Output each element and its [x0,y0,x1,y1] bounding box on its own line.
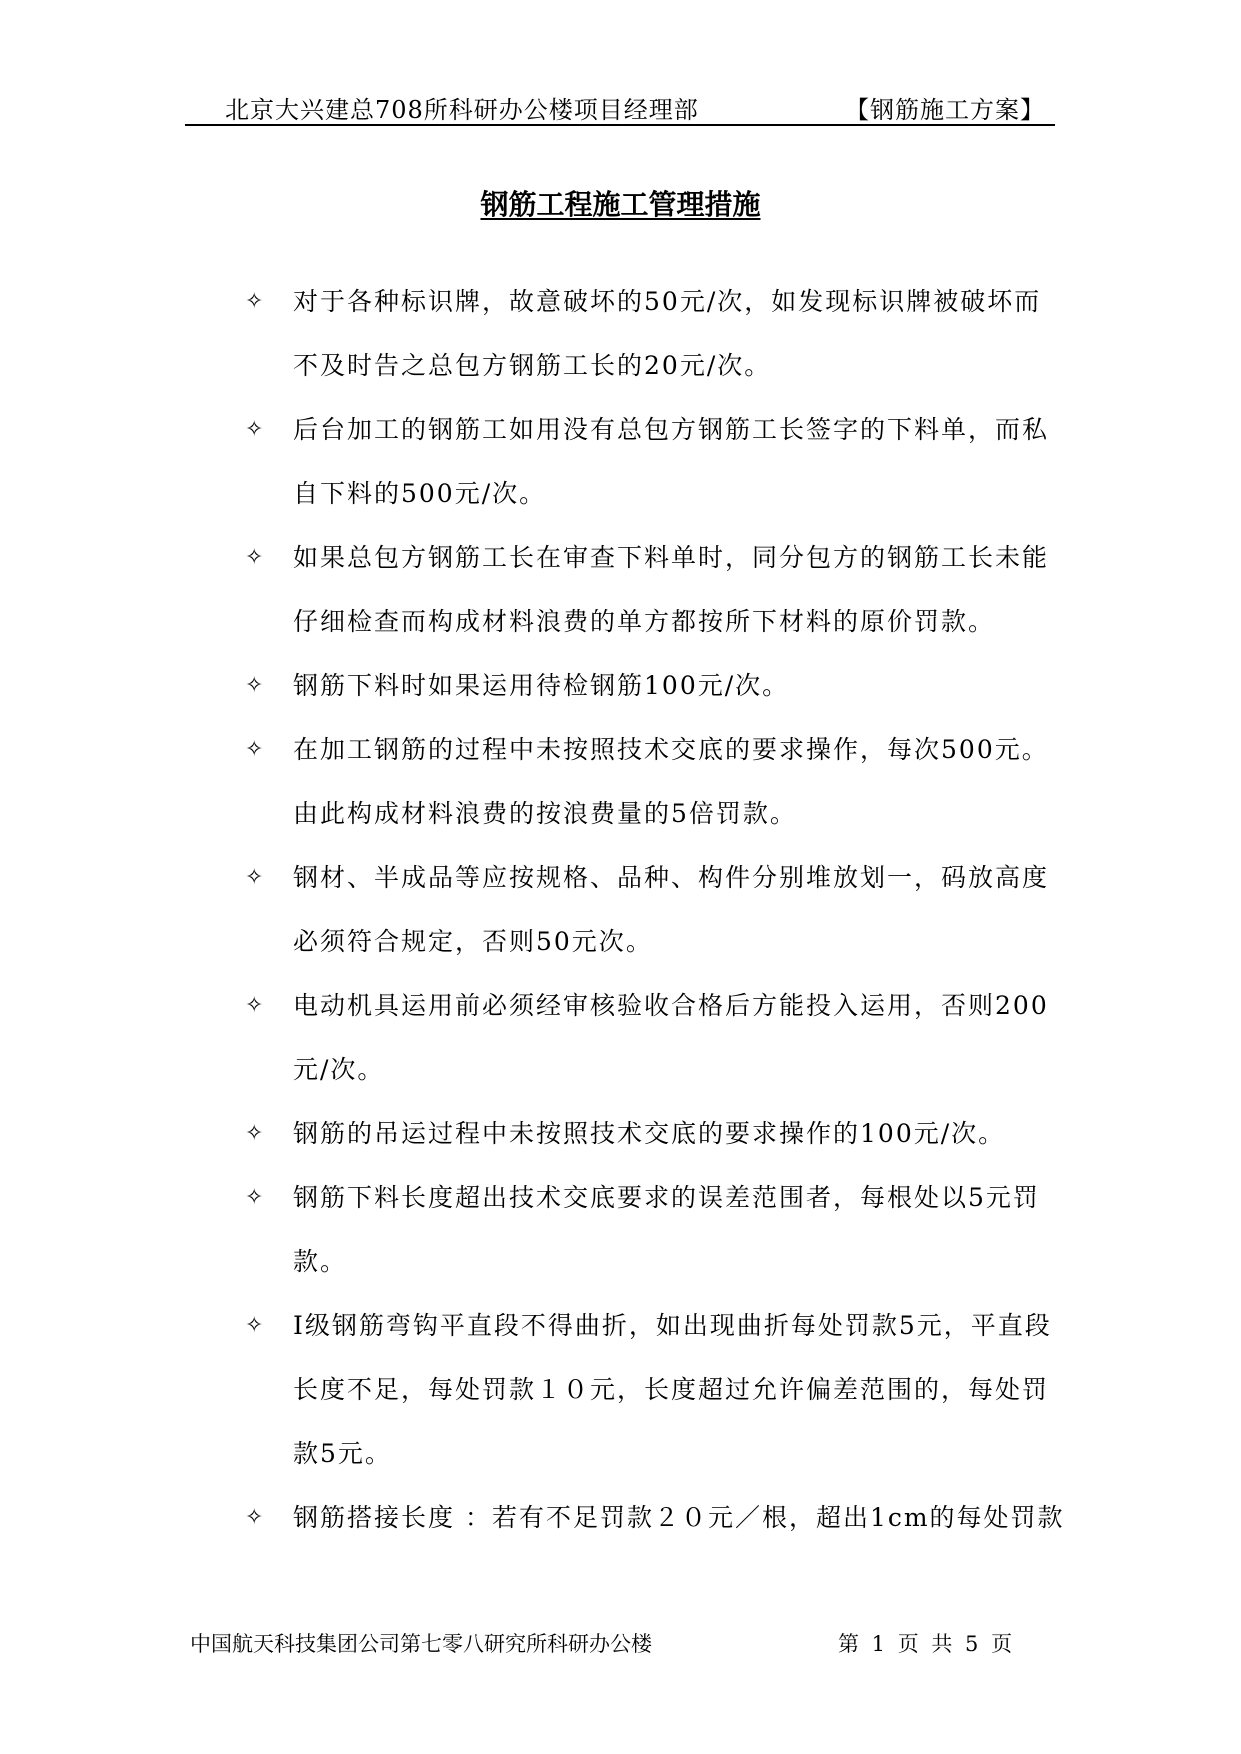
list-item [245,846,1065,974]
diamond-bullet-icon: ✧ [245,865,264,890]
header-project-name: 北京大兴建总708所科研办公楼项目经理部 [225,96,699,124]
page-title-text: 钢筋工程施工管理措施 [480,188,761,221]
diamond-bullet-icon: ✧ [245,1121,264,1146]
page-number: 第 1 页 共 5 页 [838,1632,1016,1656]
footer-organization: 中国航天科技集团公司第七零八研究所科研办公楼 [190,1632,652,1656]
diamond-bullet-icon: ✧ [245,993,264,1018]
list-item-text: 钢筋的吊运过程中未按照技术交底的要求操作的100元/次。 [293,1119,1006,1148]
diamond-bullet-icon: ✧ [245,289,264,314]
page-footer [190,1628,1050,1660]
list-item [245,654,1065,718]
list-item [245,270,1065,398]
list-item-text: 电动机具运用前必须经审核验收合格后方能投入运用，否则200元/次。 [293,991,1049,1084]
list-item [245,1294,1065,1486]
diamond-bullet-icon: ✧ [245,1313,264,1338]
measures-list [245,270,1065,1550]
diamond-bullet-icon: ✧ [245,1505,264,1530]
page-header [185,86,1055,126]
page-title [0,187,1241,223]
list-item [245,1102,1065,1166]
diamond-bullet-icon: ✧ [245,545,264,570]
header-document-type: 【钢筋施工方案】 [845,96,1045,124]
list-item-text: 钢筋下料长度超出技术交底要求的误差范围者，每根处以5元罚款。 [293,1183,1040,1276]
list-item-text: Ⅰ级钢筋弯钩平直段不得曲折，如出现曲折每处罚款5元，平直段长度不足，每处罚款１０元，长度超过允许偏差范围的，每处罚款5元。 [293,1311,1052,1468]
list-item [245,1486,1065,1550]
list-item [245,1166,1065,1294]
list-item [245,974,1065,1102]
list-item-text: 在加工钢筋的过程中未按照技术交底的要求操作，每次500元。由此构成材料浪费的按浪费量的5倍罚款。 [293,735,1049,828]
list-item [245,718,1065,846]
list-item-text: 钢材、半成品等应按规格、品种、构件分别堆放划一，码放高度必须符合规定，否则50元次。 [293,863,1050,956]
diamond-bullet-icon: ✧ [245,737,264,762]
list-item-text: 钢筋下料时如果运用待检钢筋100元/次。 [293,671,790,700]
list-item-text: 钢筋搭接长度 ：若有不足罚款２０元／根，超出1cm的每处罚款 [293,1503,1065,1532]
diamond-bullet-icon: ✧ [245,417,264,442]
list-item [245,526,1065,654]
list-item-text: 如果总包方钢筋工长在审查下料单时，同分包方的钢筋工长未能仔细检查而构成材料浪费的单方都按所下材料的原价罚款。 [293,543,1050,636]
list-item-text: 对于各种标识牌，故意破坏的50元/次，如发现标识牌被破坏而不及时告之总包方钢筋工长的20元/次。 [293,287,1042,380]
list-item [245,398,1065,526]
diamond-bullet-icon: ✧ [245,673,264,698]
list-item-text: 后台加工的钢筋工如用没有总包方钢筋工长签字的下料单，而私自下料的500元/次。 [293,415,1050,508]
diamond-bullet-icon: ✧ [245,1185,264,1210]
